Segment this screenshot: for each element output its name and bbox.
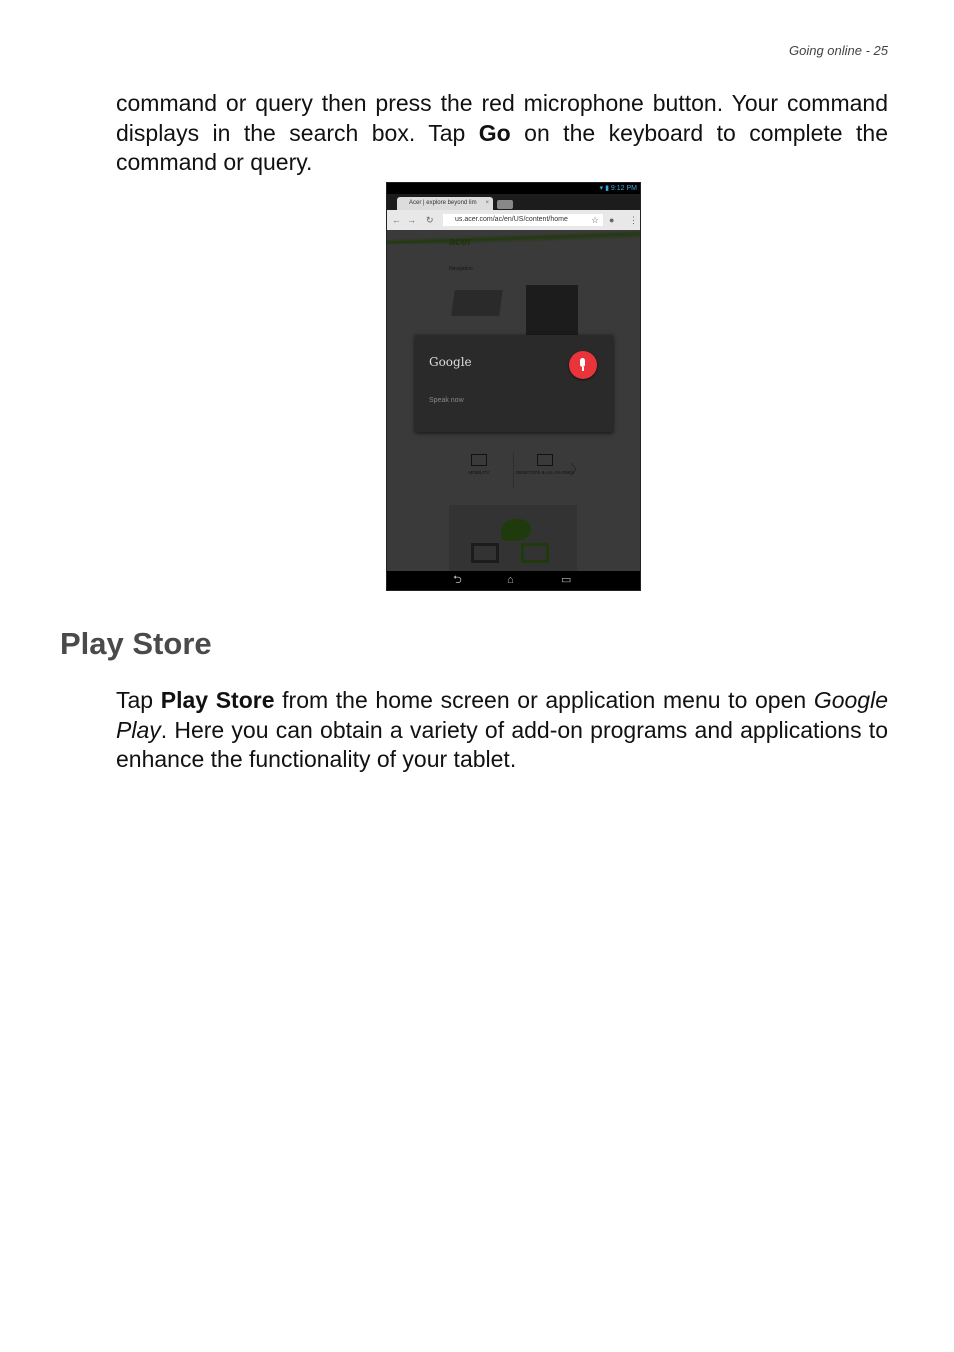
google-play-keyword: Google Play: [116, 687, 888, 743]
home-button-icon[interactable]: ⌂: [507, 574, 514, 586]
wifi-icon: ▾: [599, 185, 604, 192]
paragraph2-text-c: . Here you can obtain a variety of add-on programs and applications to enhance the functionality of your tablet.: [116, 716, 888, 772]
address-bar: [387, 210, 640, 230]
status-time: 9:12 PM: [610, 185, 637, 192]
browser-tab[interactable]: [397, 197, 493, 210]
category-label: DESKTOPS & ALL-IN-ONES: [516, 470, 574, 475]
paragraph1-text-a: command or query then press the red microphone button. Your command displays in the search box. Tap: [116, 90, 888, 146]
voice-search-icon[interactable]: ●: [609, 215, 615, 225]
speak-now-prompt: Speak now: [429, 397, 464, 404]
bookmark-star-icon[interactable]: ☆: [591, 215, 600, 225]
play-store-keyword: Play Store: [160, 687, 275, 713]
microphone-icon: [580, 358, 585, 367]
web-page: [387, 230, 640, 571]
paragraph2-text-b: from the home screen or application menu to open: [274, 687, 814, 713]
voice-search-dialog: [415, 335, 613, 432]
google-wordmark: Google: [429, 355, 472, 369]
go-keyword: Go: [478, 119, 511, 146]
battery-icon: ▮: [605, 185, 609, 192]
new-tab-button[interactable]: [497, 200, 513, 209]
android-navbar: [387, 571, 640, 590]
back-icon[interactable]: ←: [392, 215, 401, 225]
paragraph-voice-search: [116, 89, 888, 178]
acer-logo: acer: [449, 236, 472, 248]
paragraph2-text-a: Tap: [116, 687, 161, 713]
navigation-label[interactable]: Navigation: [449, 266, 473, 272]
chevron-right-icon[interactable]: 〉: [570, 462, 584, 478]
paragraph-play-store: [116, 686, 888, 775]
reload-icon[interactable]: ↻: [426, 215, 434, 225]
status-bar: [387, 183, 640, 194]
running-head: Going online - 25: [788, 43, 888, 58]
paragraph1-text-b: on the keyboard to complete the command or query.: [116, 119, 888, 175]
url-field[interactable]: us.acer.com/ac/en/US/content/home: [443, 214, 603, 226]
back-button-icon[interactable]: ⮌: [453, 574, 462, 586]
tablet-screenshot: [386, 182, 641, 591]
tab-close-icon[interactable]: ×: [485, 200, 489, 206]
menu-icon[interactable]: ⋮: [629, 215, 638, 225]
forward-icon[interactable]: →: [407, 215, 416, 225]
microphone-button[interactable]: [569, 351, 597, 379]
section-heading-play-store: Play Store: [60, 626, 212, 661]
microphone-stand: [582, 367, 584, 371]
recent-apps-icon[interactable]: ▭: [561, 574, 572, 586]
browser-tabstrip: [387, 194, 640, 210]
category-label: MOBILITY: [468, 470, 490, 475]
tab-title: Acer | explore beyond lim: [409, 200, 477, 206]
